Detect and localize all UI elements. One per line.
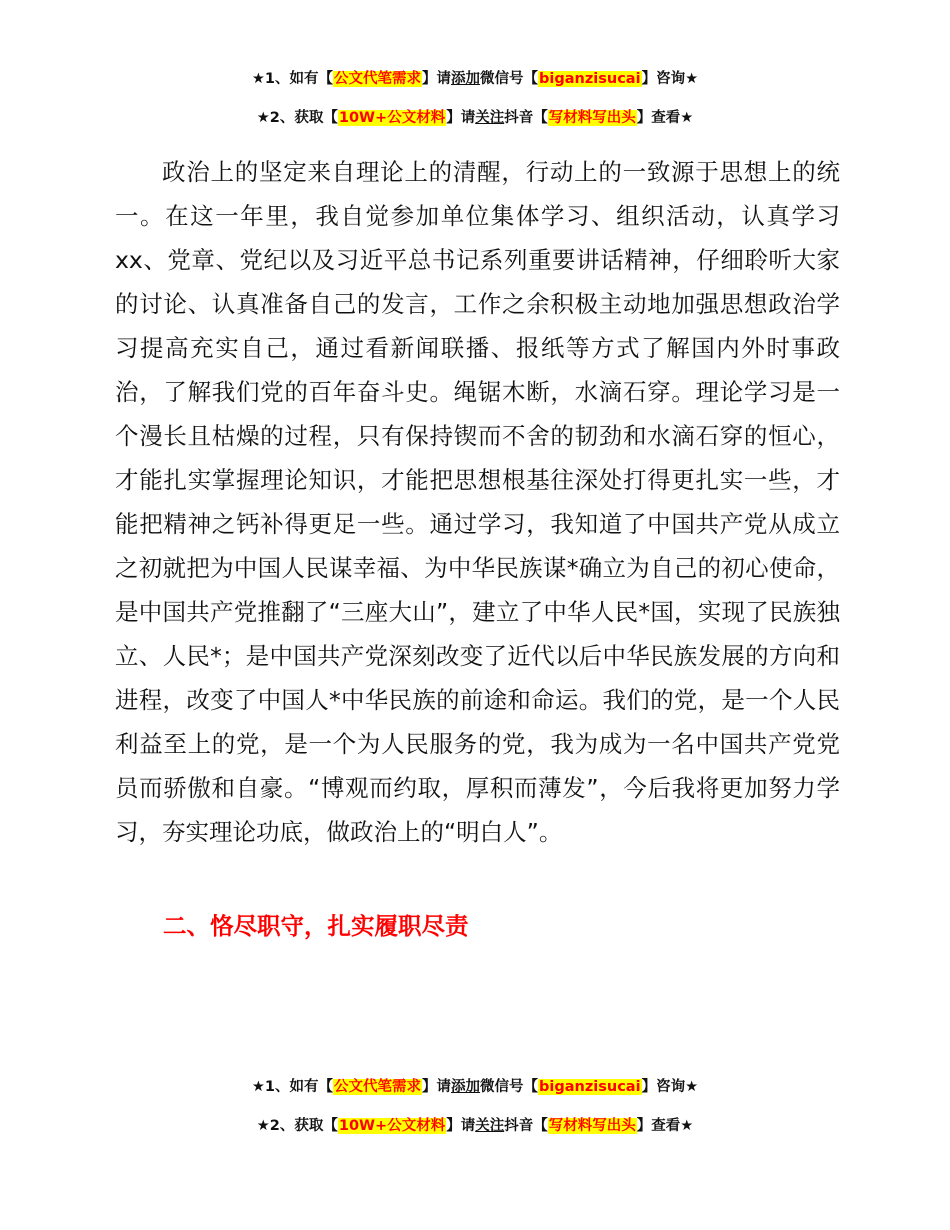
promo-underlined: 关注 (475, 1118, 505, 1134)
promo-line-2 (0, 1114, 950, 1138)
promo-text: 】查看★ (636, 110, 694, 126)
promo-underlined: 添加 (451, 71, 481, 87)
promo-highlight-douyin-account: 写材料写出头 (548, 1118, 636, 1134)
promo-text: ★2、获取【 (256, 1118, 338, 1134)
promo-text: 微信号【 (480, 71, 539, 87)
promo-text: 】咨询★ (641, 1079, 699, 1095)
section-heading: 二、恪尽职守，扎实履职尽责 (163, 912, 469, 940)
promo-text: ★2、获取【 (256, 110, 338, 126)
promo-highlight-wechat-id: biganzisucai (539, 1079, 641, 1095)
promo-line-2 (0, 106, 950, 130)
promo-text: 抖音【 (504, 110, 548, 126)
promo-underlined: 关注 (475, 110, 505, 126)
promo-highlight-douyin-account: 写材料写出头 (548, 110, 636, 126)
promo-highlight-wechat-id: biganzisucai (539, 71, 641, 87)
promo-text: 抖音【 (504, 1118, 548, 1134)
promo-underlined: 添加 (451, 1079, 481, 1095)
promo-text: 】请 (422, 71, 452, 87)
promo-text: ★1、如有【 (251, 1079, 334, 1095)
promo-text: ★1、如有【 (251, 71, 334, 87)
promo-text: 】咨询★ (641, 71, 699, 87)
promo-line-1 (0, 67, 950, 91)
promo-text: 】请 (422, 1079, 452, 1095)
promo-text: 】请 (446, 110, 476, 126)
promo-highlight: 10W+公文材料 (338, 110, 446, 126)
promo-highlight: 公文代笔需求 (334, 71, 422, 87)
promo-text: 微信号【 (480, 1079, 539, 1095)
promo-highlight: 公文代笔需求 (334, 1079, 422, 1095)
promo-text: 】查看★ (636, 1118, 694, 1134)
promo-highlight: 10W+公文材料 (338, 1118, 446, 1134)
promo-text: 】请 (446, 1118, 476, 1134)
body-paragraph: 政治上的坚定来自理论上的清醒，行动上的一致源于思想上的统一。在这一年里，我自觉参加单位集体学习、组织活动，认真学习xx、党章、党纪以及习近平总书记系列重要讲话精神，仔细聆听大家的讨论、认真准备自己的发言，工作之余积极主动地加强思想政治学习提高充实自己，通过看新闻联播、报纸等方式了解国内外时事政治，了解我们党的百年奋斗史。绳锯木断，水滴石穿。理论学习是一个漫长且枯燥的过程，只有保持锲而不舍的韧劲和水滴石穿的恒心，才能扎实掌握理论知识，才能把思想根基往深处打得更扎实一些，才能把精神之钙补得更足一些。通过学习，我知道了中国共产党从成立之初就把为中国人民谋幸福、为中华民族谋*确立为自己的初心使命，是中国共产党推翻了“三座大山”，建立了中华人民*国，实现了民族独立、人民*；是中国共产党深刻改变了近代以后中华民族发展的方向和进程，改变了中国人*中华民族的前途和命运。我们的党，是一个人民利益至上的党，是一个为人民服务的党，我为成为一名中国共产党党员而骄傲和自豪。“博观而约取，厚积而薄发”，今后我将更加努力学习，夯实理论功底，做政治上的“明白人”。 (115, 158, 840, 846)
promo-line-1 (0, 1075, 950, 1099)
